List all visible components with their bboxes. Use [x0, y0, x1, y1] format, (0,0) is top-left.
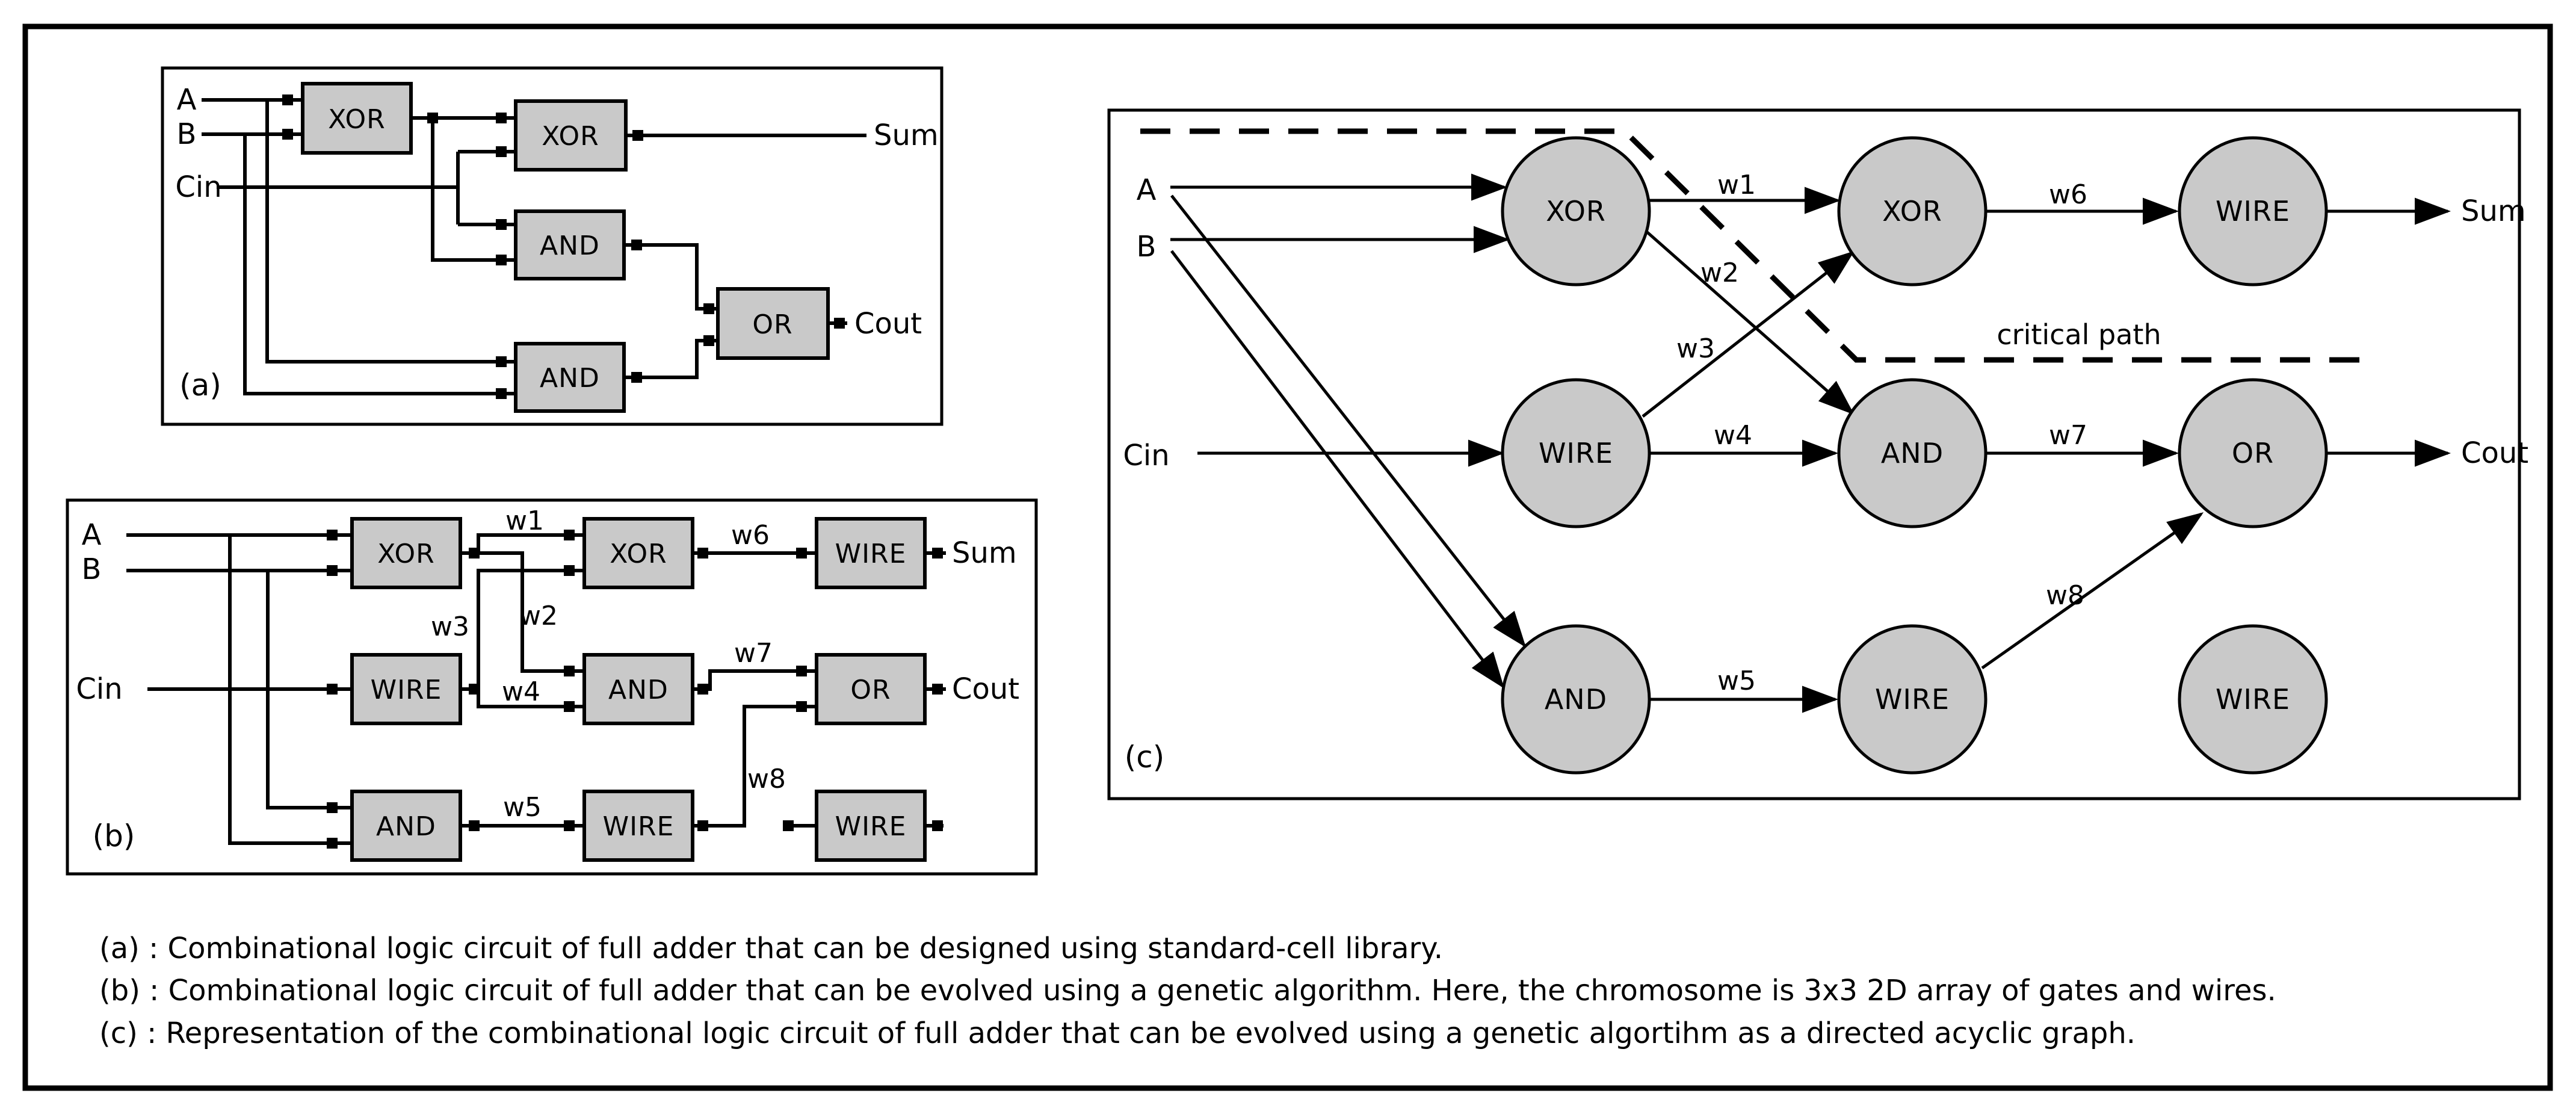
connector-dot: [796, 701, 807, 712]
wire-label-w5: w5: [503, 792, 542, 823]
input-label-a: A: [176, 83, 197, 117]
node-label: AND: [1544, 683, 1608, 716]
node-r1c3-wire: [2179, 138, 2326, 285]
gate-label: WIRE: [602, 811, 675, 842]
node-label: OR: [2231, 437, 2275, 469]
connector-dot: [327, 838, 338, 849]
input-label-cin: Cin: [76, 672, 123, 706]
panel-c-dag: [1109, 110, 2528, 799]
output-label-cout: Cout: [952, 672, 1020, 706]
gate-and-1: [516, 211, 624, 279]
wire: [623, 245, 718, 309]
panel-a-tag: (a): [179, 368, 221, 403]
output-label-sum: Sum: [952, 536, 1017, 570]
node-r3c2-wire: [1839, 626, 1986, 773]
wire: [623, 341, 718, 377]
output-label-cout: Cout: [854, 307, 922, 341]
figure-caption: [99, 932, 2276, 1050]
edge-label-w1: w1: [1717, 170, 1756, 200]
node-r2c2-and: [1839, 380, 1986, 527]
critical-path-label: critical path: [1997, 318, 2161, 351]
cell-r1c3-wire: [817, 519, 925, 587]
gate-label: XOR: [328, 104, 386, 135]
cell-r3c2-wire: [584, 791, 693, 860]
connector-dot: [469, 684, 480, 695]
connector-dot: [703, 335, 714, 346]
node-label: WIRE: [1874, 683, 1950, 716]
gate-label: AND: [376, 811, 436, 842]
wire-label-w3: w3: [431, 611, 469, 642]
gate-label: OR: [850, 675, 891, 705]
wire-label-w6: w6: [731, 520, 770, 551]
connector-dot: [631, 240, 642, 250]
gate-xor-1: [303, 84, 411, 153]
input-label-cin: Cin: [1123, 439, 1170, 472]
gate-label: AND: [540, 231, 600, 261]
gate-and-2: [516, 344, 624, 411]
node-label: XOR: [1546, 195, 1606, 227]
output-label-cout: Cout: [2461, 436, 2529, 470]
cell-r1c1-xor: [352, 519, 460, 587]
connector-dot: [496, 356, 507, 367]
connector-dot: [932, 684, 943, 695]
edge-label-w8: w8: [2046, 580, 2084, 611]
panel-b-tag: (b): [92, 819, 135, 853]
connector-dot: [327, 802, 338, 813]
gate-label: OR: [752, 309, 793, 340]
gate-or: [718, 289, 828, 358]
node-r2c1-wire: [1503, 380, 1649, 527]
connector-dot: [469, 820, 480, 831]
node-r2c3-or: [2179, 380, 2326, 527]
connector-dot: [496, 219, 507, 230]
input-label-a: A: [81, 518, 102, 552]
wire: [245, 134, 516, 394]
gate-label: XOR: [610, 539, 667, 569]
cell-r2c3-or: [817, 655, 925, 723]
connector-dot: [796, 666, 807, 676]
input-label-cin: Cin: [175, 170, 222, 204]
edge-label-w4: w4: [1714, 420, 1752, 451]
input-label-a: A: [1136, 173, 1157, 207]
node-label: AND: [1880, 437, 1944, 469]
node-label: XOR: [1882, 195, 1942, 227]
connector-dot: [932, 820, 943, 831]
connector-dot: [496, 255, 507, 265]
edge-label-w7: w7: [2049, 420, 2087, 451]
connector-dot: [697, 684, 708, 695]
output-label-sum: Sum: [874, 119, 939, 152]
panel-c-tag: (c): [1124, 740, 1165, 775]
connector-dot: [282, 129, 293, 140]
edge-w2: [1644, 229, 1852, 413]
gate-xor-2: [516, 101, 626, 170]
caption-line-c: (c) : Representation of the combinational logic circuit of full adder that can be evolved using a genetic algortihm as a directed acyclic graph.: [99, 1017, 2136, 1050]
connector-dot: [469, 548, 480, 559]
gate-label: AND: [608, 675, 669, 705]
connector-dot: [496, 388, 507, 399]
edge-label-w5: w5: [1717, 666, 1756, 696]
gate-label: XOR: [377, 539, 435, 569]
connector-dot: [697, 548, 708, 559]
gate-label: WIRE: [835, 811, 907, 842]
output-label-sum: Sum: [2461, 194, 2526, 228]
wire-label-w7: w7: [734, 638, 773, 669]
connector-dot: [703, 303, 714, 314]
edge-label-w6: w6: [2049, 179, 2087, 210]
node-label: WIRE: [1538, 437, 1614, 469]
node-label: WIRE: [2215, 195, 2291, 227]
panel-b-genetic-circuit: [67, 500, 1036, 874]
edge-w8: [1982, 514, 2201, 668]
edge-label-w2: w2: [1700, 258, 1739, 288]
connector-dot: [932, 548, 943, 559]
connector-dot: [327, 565, 338, 576]
edge-a-to-and: [1172, 196, 1524, 645]
panel-a-standard-cell-circuit: [162, 68, 942, 424]
connector-dot: [564, 565, 575, 576]
node-r1c1-xor: [1503, 138, 1649, 285]
connector-dot: [564, 701, 575, 712]
node-r3c3-wire: [2179, 626, 2326, 773]
connector-dot: [327, 684, 338, 695]
connector-dot: [327, 530, 338, 540]
wire-label-w4: w4: [502, 676, 540, 707]
edge-w3: [1643, 253, 1852, 416]
edge-b-to-and: [1172, 251, 1503, 686]
gate-label: XOR: [542, 121, 599, 152]
connector-dot: [564, 666, 575, 676]
cell-r2c2-and: [584, 655, 693, 723]
input-label-b: B: [1136, 230, 1157, 264]
node-label: WIRE: [2215, 683, 2291, 716]
connector-dot: [496, 146, 507, 157]
connector-dot: [632, 130, 643, 141]
connector-dot: [427, 113, 438, 123]
node-r1c2-xor: [1839, 138, 1986, 285]
caption-line-a: (a) : Combinational logic circuit of full adder that can be designed using standard-cell library.: [99, 932, 1444, 965]
input-label-b: B: [81, 552, 102, 586]
connector-dot: [496, 113, 507, 123]
cell-r3c3-wire: [817, 791, 925, 860]
connector-dot: [783, 820, 794, 831]
cell-r1c2-xor: [584, 519, 693, 587]
cell-r3c1-and: [352, 791, 460, 860]
wire-label-w1: w1: [505, 506, 544, 536]
connector-dot: [697, 820, 708, 831]
node-r3c1-and: [1503, 626, 1649, 773]
connector-dot: [796, 548, 807, 559]
gate-label: WIRE: [370, 675, 442, 705]
gate-label: WIRE: [835, 539, 907, 569]
connector-dot: [564, 820, 575, 831]
connector-dot: [834, 318, 845, 329]
connector-dot: [564, 530, 575, 540]
gate-label: AND: [540, 363, 600, 394]
connector-dot: [631, 372, 642, 383]
caption-line-b: (b) : Combinational logic circuit of full adder that can be evolved using a genetic algorithm. Here, the chromosome is 3x3 2D array of gates and wires.: [99, 974, 2276, 1007]
edge-label-w3: w3: [1676, 333, 1715, 364]
connector-dot: [282, 94, 293, 105]
wire-label-w2: w2: [519, 601, 558, 631]
wire-label-w8: w8: [747, 764, 786, 794]
cell-r2c1-wire: [352, 655, 460, 723]
input-label-b: B: [176, 117, 197, 151]
